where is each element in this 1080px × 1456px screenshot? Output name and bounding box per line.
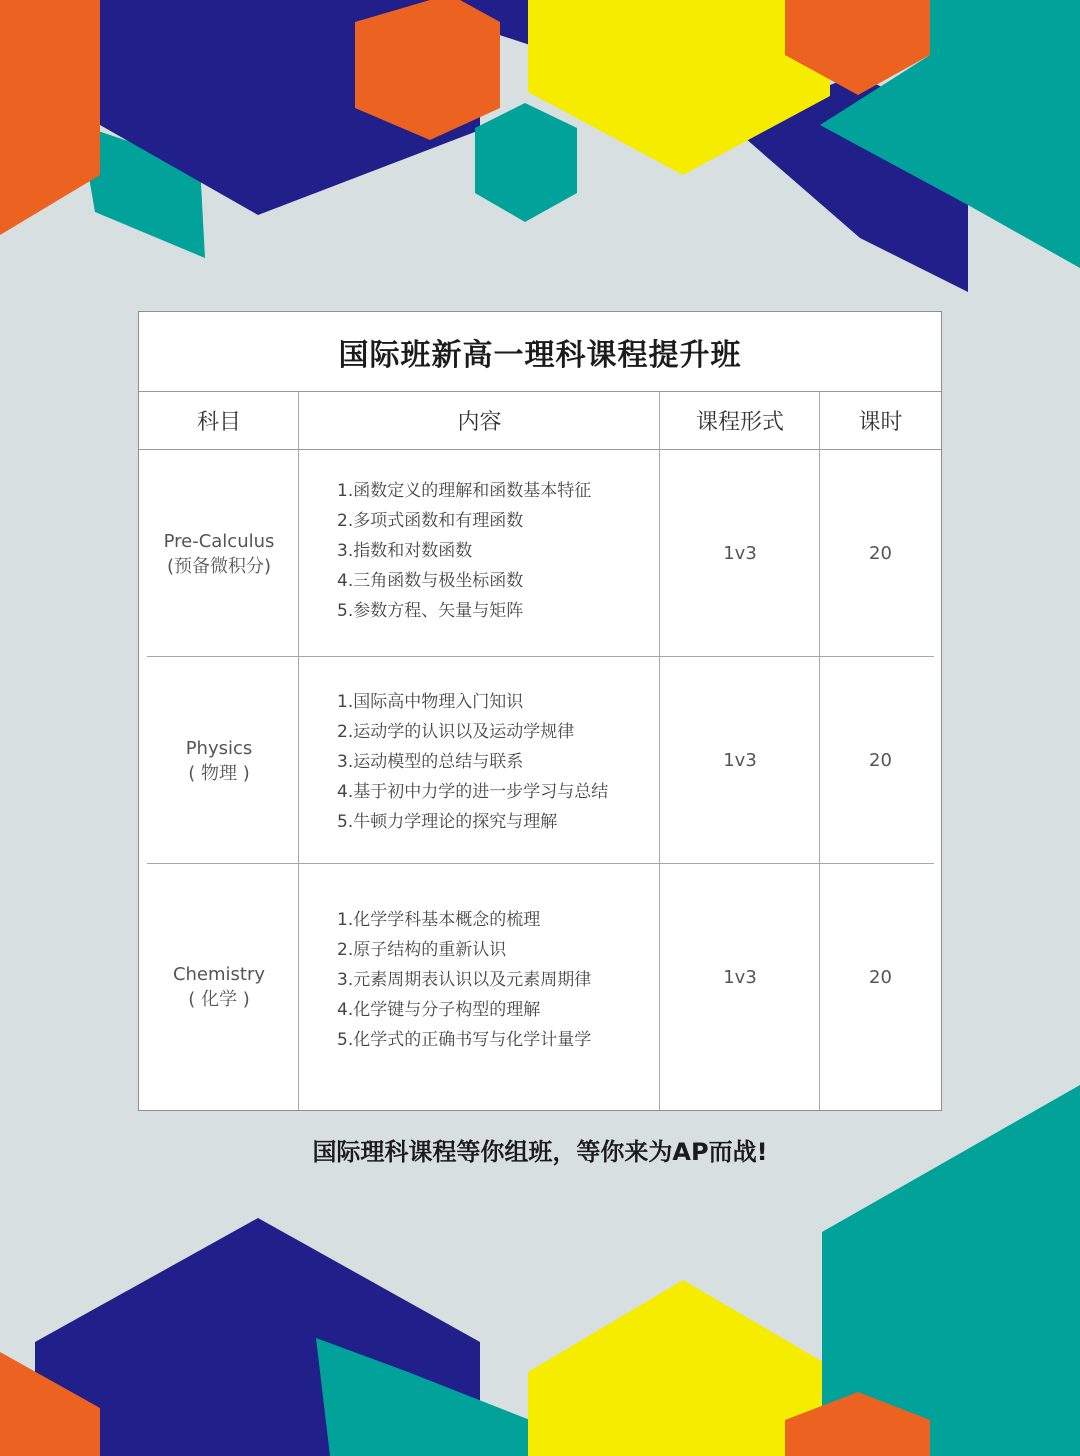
header-hours: 课时 bbox=[820, 392, 941, 450]
table-row-subject bbox=[139, 864, 299, 1110]
list-item: 3.元素周期表认识以及元素周期律 bbox=[337, 970, 592, 990]
hexagon-teal-small bbox=[475, 103, 577, 222]
list-item: 5.参数方程、矢量与矩阵 bbox=[337, 601, 524, 621]
list-item: 4.基于初中力学的进一步学习与总结 bbox=[337, 782, 609, 802]
list-item: 3.运动模型的总结与联系 bbox=[337, 752, 524, 772]
course-hours: 20 bbox=[869, 966, 892, 988]
content-list bbox=[337, 905, 591, 1055]
subject-name-cn: ( 化学 ) bbox=[188, 989, 250, 1010]
header-subject: 科目 bbox=[139, 392, 299, 450]
course-format: 1v3 bbox=[723, 966, 757, 988]
footer-slogan: 国际理科课程等你组班，等你来为AP而战! bbox=[312, 1138, 768, 1166]
content-list bbox=[337, 687, 608, 837]
hexagon-orange-top-left bbox=[0, 0, 100, 235]
subject-name-en: Chemistry bbox=[172, 964, 266, 985]
list-item: 4.化学键与分子构型的理解 bbox=[337, 1000, 541, 1020]
course-hours: 20 bbox=[869, 750, 892, 771]
course-format: 1v3 bbox=[723, 543, 757, 564]
list-item: 1.化学学科基本概念的梳理 bbox=[337, 910, 541, 930]
list-item: 1.国际高中物理入门知识 bbox=[337, 692, 524, 712]
subject-name-en: Pre-Calculus bbox=[163, 530, 275, 552]
list-item: 3.指数和对数函数 bbox=[337, 541, 473, 561]
subject-name-cn: ( 物理 ) bbox=[188, 762, 250, 784]
list-item: 5.牛顿力学理论的探究与理解 bbox=[337, 812, 558, 832]
subject-name-cn: (预备微积分) bbox=[166, 555, 272, 577]
header-content: 内容 bbox=[299, 392, 660, 450]
table-title: 国际班新高一理科课程提升班 bbox=[139, 312, 941, 392]
list-item: 2.原子结构的重新认识 bbox=[337, 940, 507, 960]
table-row-subject bbox=[139, 450, 299, 657]
list-item: 1.函数定义的理解和函数基本特征 bbox=[337, 481, 592, 501]
course-format: 1v3 bbox=[723, 750, 757, 771]
header-format: 课程形式 bbox=[660, 392, 820, 450]
course-table bbox=[138, 311, 942, 1111]
list-item: 2.多项式函数和有理函数 bbox=[337, 511, 524, 531]
table-row-subject bbox=[139, 657, 299, 864]
course-hours: 20 bbox=[869, 543, 892, 564]
list-item: 4.三角函数与极坐标函数 bbox=[337, 571, 524, 591]
list-item: 2.运动学的认识以及运动学规律 bbox=[337, 722, 575, 742]
content-list bbox=[337, 476, 591, 626]
subject-name-en: Physics bbox=[185, 737, 253, 759]
list-item: 5.化学式的正确书写与化学计量学 bbox=[337, 1030, 592, 1050]
